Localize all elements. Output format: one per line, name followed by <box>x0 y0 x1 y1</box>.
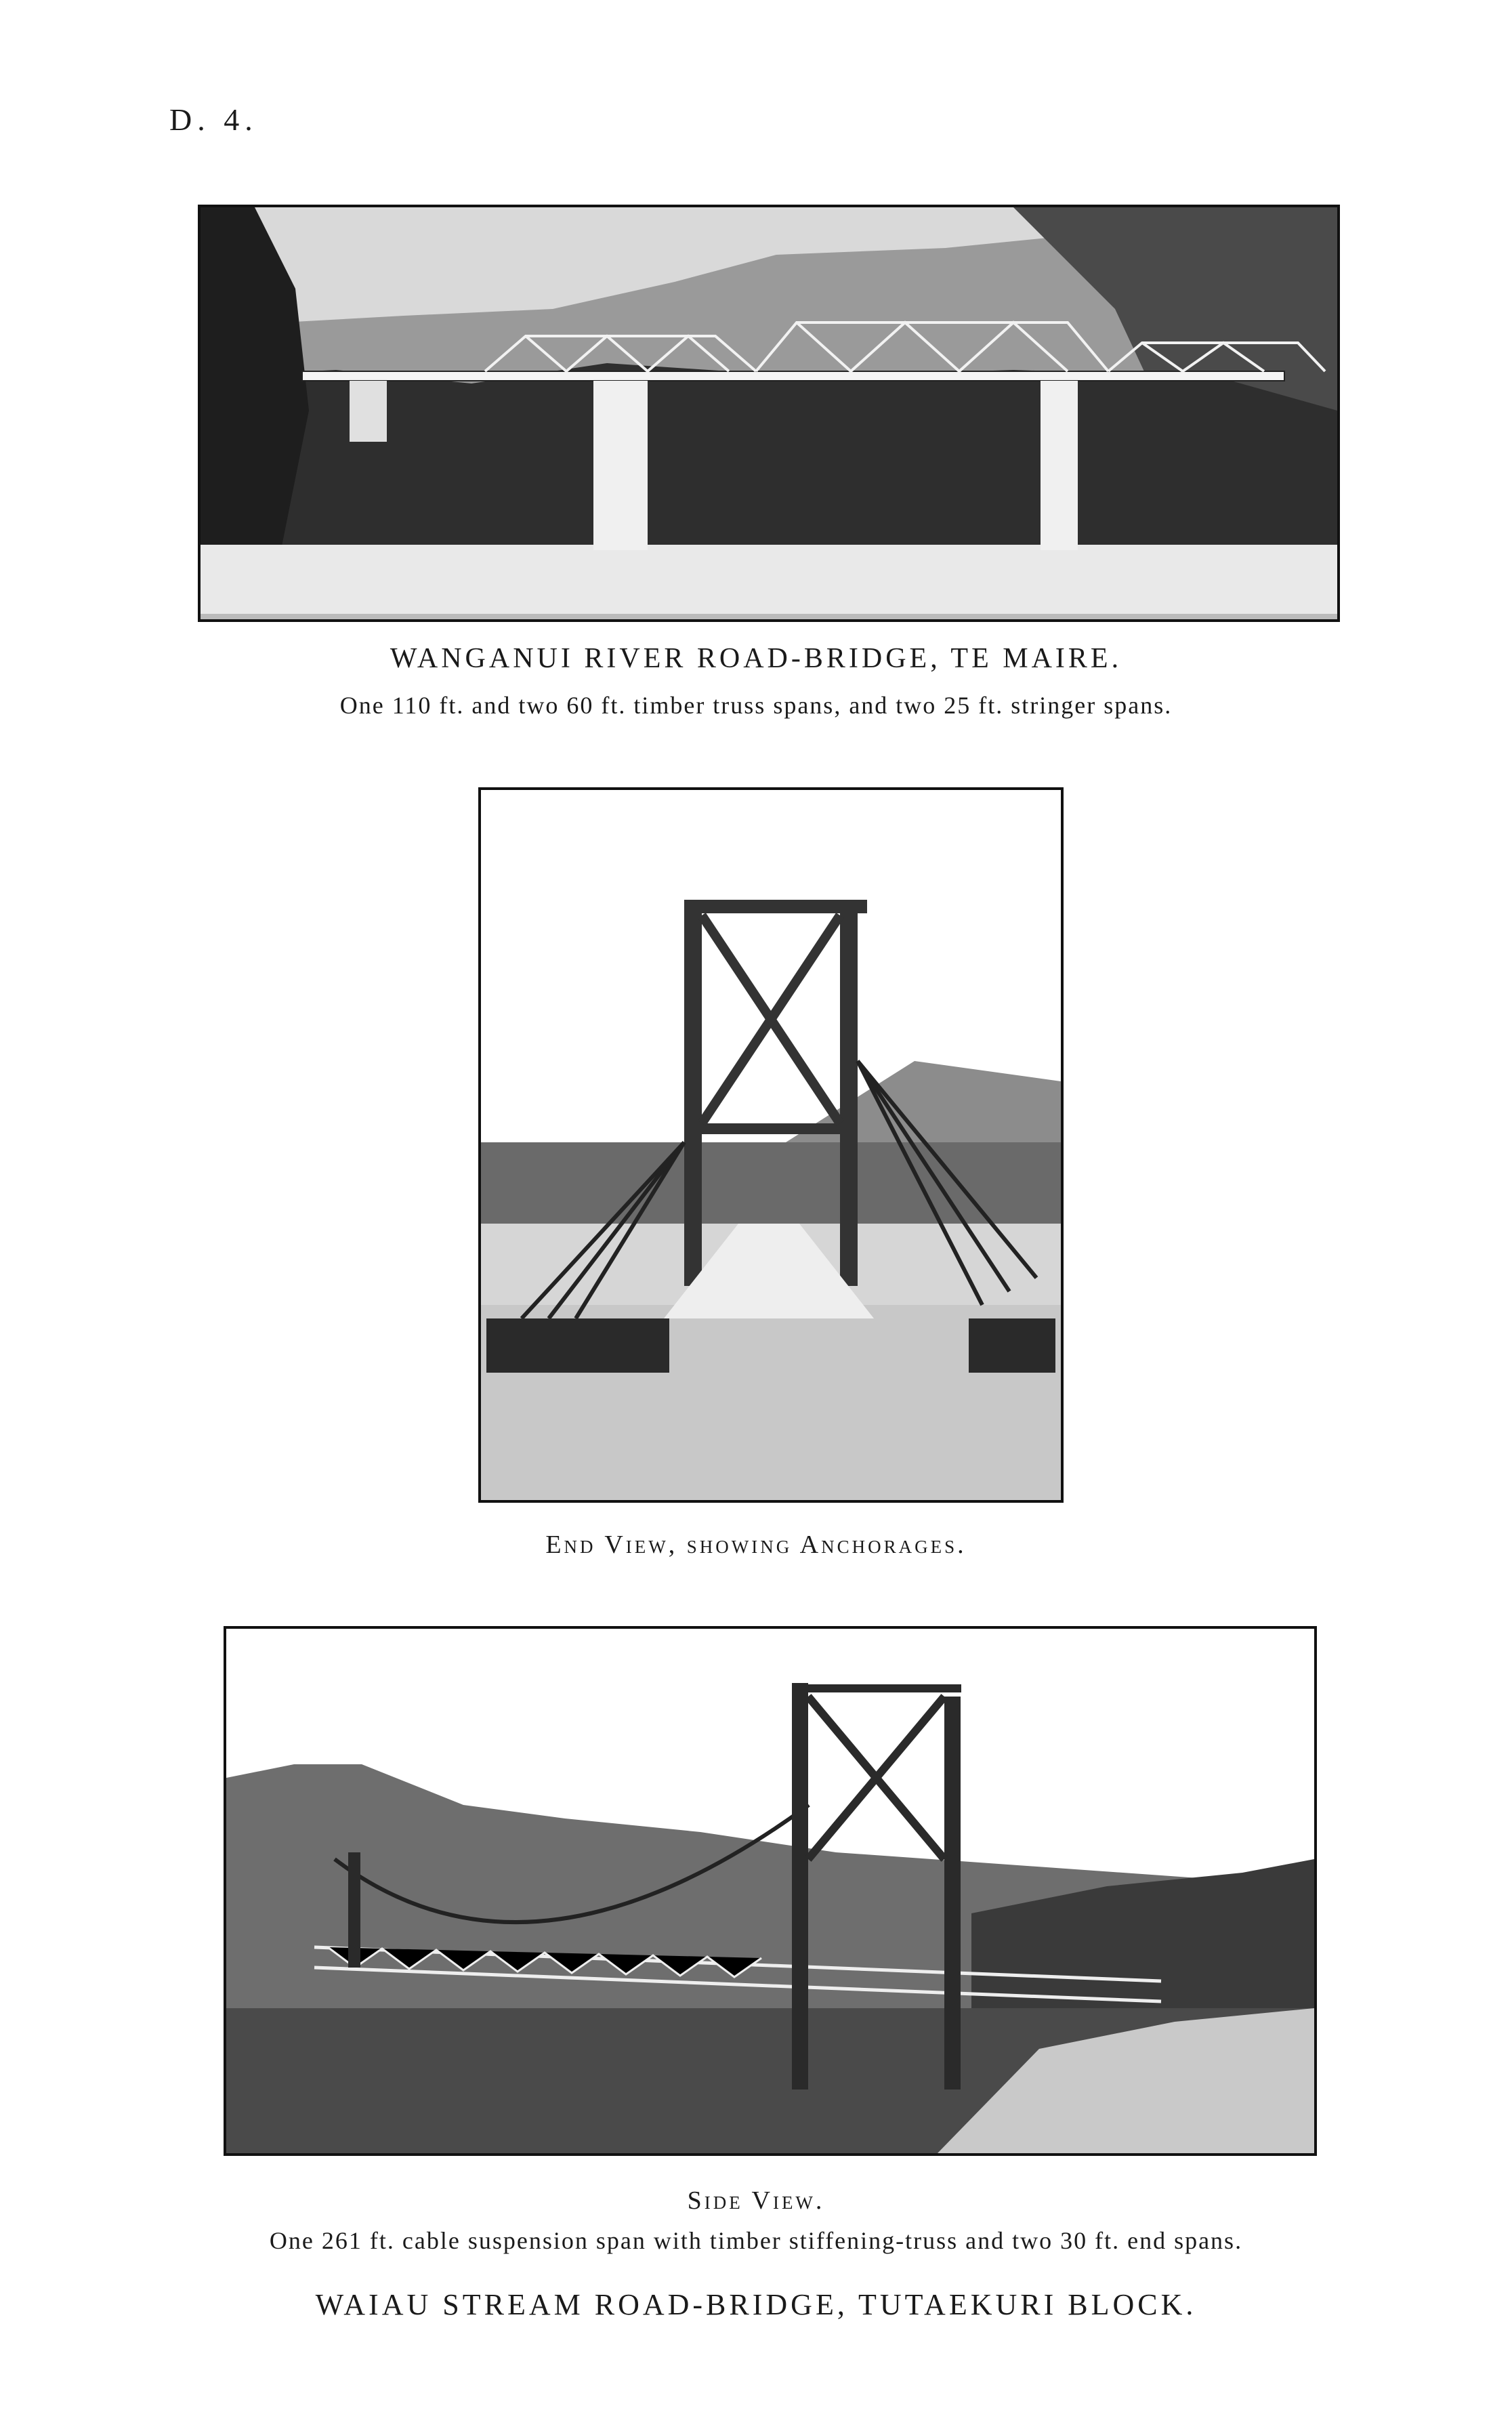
side-view-caption: Side View. <box>687 2186 825 2215</box>
waiau-bridge-title: WAIAU STREAM ROAD-BRIDGE, TUTAEKURI BLOCK. <box>315 2288 1197 2321</box>
wanganui-bridge-photo <box>198 205 1340 622</box>
side-view-illustration <box>226 1629 1314 2153</box>
wanganui-bridge-subtitle: One 110 ft. and two 60 ft. timber truss spans, and two 25 ft. stringer spans. <box>339 692 1173 719</box>
wanganui-bridge-illustration <box>201 207 1337 619</box>
page-reference: D. 4. <box>169 102 258 137</box>
side-view-photo <box>224 1626 1317 2156</box>
end-view-photo <box>478 787 1064 1503</box>
end-view-caption: End View, showing Anchorages. <box>545 1531 967 1559</box>
side-view-subtitle: One 261 ft. cable suspension span with timber stiffening-truss and two 30 ft. end spans. <box>269 2227 1243 2254</box>
end-view-illustration <box>481 790 1061 1500</box>
wanganui-bridge-title: WANGANUI RIVER ROAD-BRIDGE, TE MAIRE. <box>390 643 1122 674</box>
